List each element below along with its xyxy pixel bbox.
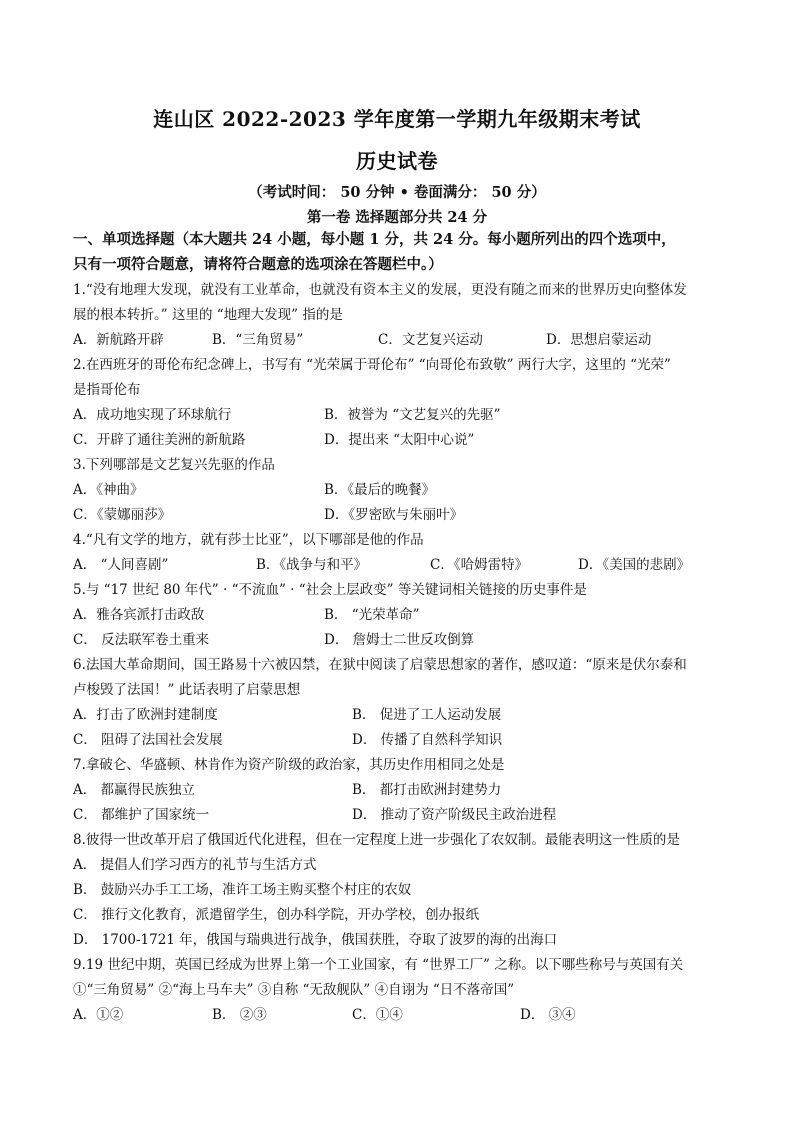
question-2-option-d: D．提出来 “太阳中心说”	[324, 432, 475, 448]
question-5-option-b: B． “光荣革命”	[324, 607, 420, 623]
section-instruction-line1: 一、单项选择题（本大题共 24 小题，每小题 1 分，共 24 分。每小题所列出的四个选项中，	[73, 231, 676, 248]
question-5-option-a: A．雅各宾派打击政敌	[73, 607, 205, 623]
question-5-stem: 5.与 “17 世纪 80 年代” · “不流血” · “社会上层政变” 等关键词相关链接的历史事件是	[73, 582, 587, 598]
exam-info: （考试时间： 50 分钟 • 卷面满分： 50 分）	[248, 184, 546, 201]
question-8-option-c: C． 推行文化教育，派遣留学生，创办科学院，开办学校，创办报纸	[73, 907, 480, 923]
question-9-option-c: C．①④	[352, 1007, 403, 1023]
question-1-option-c: C．文艺复兴运动	[378, 332, 483, 348]
question-2-stem-cont: 是指哥伦布	[73, 382, 141, 398]
question-1-stem-cont: 展的根本转折。” 这里的 “地理大发现” 指的是	[73, 307, 343, 323]
question-6-option-d: D． 传播了自然科学知识	[352, 732, 503, 748]
question-3-option-d: D．《罗密欧与朱丽叶》	[324, 507, 464, 523]
question-6-stem-cont: 卢梭毁了法国！” 此话表明了启蒙思想	[73, 682, 301, 698]
question-8-option-a: A． 提倡人们学习西方的礼节与生活方式	[73, 857, 317, 873]
question-1-option-d: D．思想启蒙运动	[546, 332, 652, 348]
question-3-option-a: A．《神曲》	[73, 482, 144, 498]
question-2-stem: 2.在西班牙的哥伦布纪念碑上，书写有 “光荣属于哥伦布” “向哥伦布致敬” 两行大字，这里的 “光荣”	[73, 357, 671, 373]
question-1-option-b: B．“三角贸易”	[212, 332, 304, 348]
question-7-option-a: A． 都赢得民族独立	[73, 782, 196, 798]
section-instruction-line2: 只有一项符合题意，请将符合题意的选项涂在答题栏中。）	[73, 256, 443, 273]
question-2-option-a: A．成功地实现了环球航行	[73, 407, 232, 423]
question-5-option-c: C． 反法联军卷土重来	[73, 632, 210, 648]
question-9-option-a: A．①②	[73, 1007, 124, 1023]
exam-title: 连山区 2022-2023 学年度第一学期九年级期末考试	[153, 107, 641, 131]
question-9-stem: 9.19 世纪中期，英国已经成为世界上第一个工业国家，有 “世界工厂” 之称。以下哪些称号与英国有关	[73, 957, 684, 973]
question-1-option-a: A．新航路开辟	[73, 332, 164, 348]
question-9-option-d: D． ③④	[520, 1007, 576, 1023]
subject-title: 历史试卷	[356, 149, 438, 173]
question-7-option-d: D． 推动了资产阶级民主政治进程	[352, 807, 557, 823]
question-3-stem: 3.下列哪部是文艺复兴先驱的作品	[73, 457, 275, 473]
question-4-option-c: C．《哈姆雷特》	[430, 557, 529, 573]
question-2-option-b: B．被誉为 “文艺复兴的先驱”	[324, 407, 501, 423]
question-8-stem: 8.彼得一世改革开启了俄国近代化进程，但在一定程度上进一步强化了农奴制。最能表明这一性质的是	[73, 832, 680, 848]
question-3-option-b: B．《最后的晚餐》	[324, 482, 436, 498]
question-9-stem-cont: ①“三角贸易” ②“海上马车夫” ③自称 “无敌舰队” ④自诩为 “日不落帝国”	[73, 982, 515, 998]
question-7-option-b: B． 都打击欧洲封建势力	[352, 782, 502, 798]
question-4-stem: 4.“凡有文学的地方，就有莎士比亚”，以下哪部是他的作品	[73, 532, 424, 548]
question-6-stem: 6.法国大革命期间，国王路易十六被囚禁，在狱中阅读了启蒙思想家的著作，感叹道：“原来是伏尔泰和	[73, 657, 687, 673]
question-8-option-d: D． 1700-1721 年，俄国与瑞典进行战争，俄国获胜，夺取了波罗的海的出海口	[73, 932, 558, 948]
question-6-option-a: A．打击了欧洲封建制度	[73, 707, 218, 723]
question-6-option-b: B． 促进了工人运动发展	[352, 707, 502, 723]
question-4-option-b: B．《战争与和平》	[256, 557, 368, 573]
question-7-stem: 7.拿破仑、华盛顿、林肯作为资产阶级的政治家，其历史作用相同之处是	[73, 757, 505, 773]
question-6-option-c: C． 阻碍了法国社会发展	[73, 732, 223, 748]
question-3-option-c: C．《蒙娜丽莎》	[73, 507, 172, 523]
part-title: 第一卷 选择题部分共 24 分	[306, 209, 488, 226]
question-2-option-c: C．开辟了通往美洲的新航路	[73, 432, 246, 448]
question-9-option-b: B． ②③	[212, 1007, 267, 1023]
question-1-stem: 1.“没有地理大发现，就没有工业革命，也就没有资本主义的发展，更没有随之而来的世界历史向整体发	[73, 282, 687, 298]
question-4-option-a: A． “人间喜剧”	[73, 557, 169, 573]
question-7-option-c: C． 都维护了国家统一	[73, 807, 210, 823]
question-8-option-b: B． 鼓励兴办手工工场，准许工场主购买整个村庄的农奴	[73, 882, 412, 898]
question-4-option-d: D．《美国的悲剧》	[578, 557, 691, 573]
question-5-option-d: D． 詹姆士二世反攻倒算	[324, 632, 475, 648]
